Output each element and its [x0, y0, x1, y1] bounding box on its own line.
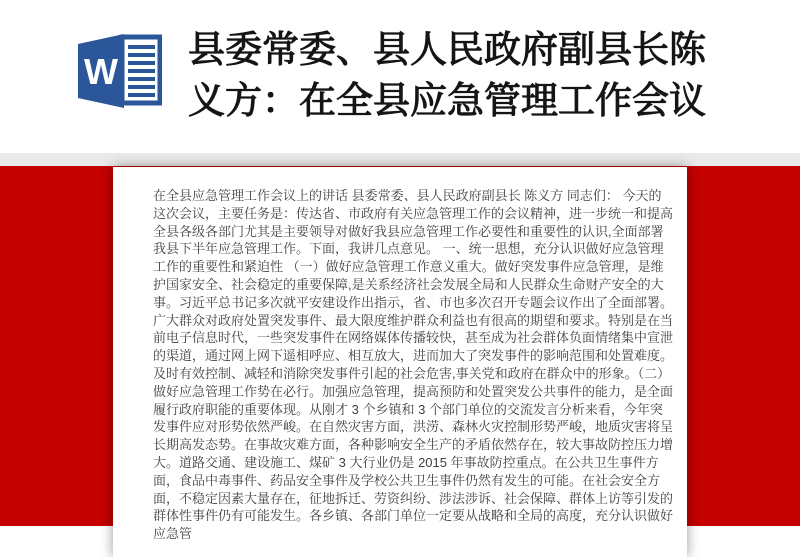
- document-body-text: 在全县应急管理工作会议上的讲话 县委常委、县人民政府副县长 陈义方 同志们： 今天的这次会议，主要任务是：传达省、市政府有关应急管理工作的会议精神，进一步统一和提高全县各级各部门尤其是主要领导对做好我县应急管理工作必要性和重要性的认识,全面部署我县下半年应急管理工作。下面，我讲几点意见。 一、统一思想，充分认识做好应急管理工作的重要性和紧迫性 （一）做好应急管理工作意义重大。做好突发事件应急管理，是维护国家安全、社会稳定的重要保障,是关系经济社会发展全局和人民群众生命财产安全的大事。习近平总书记多次就平安建设作出指示，省、市也多次召开专题会议作出了全面部署。广大群众对政府处置突发事件、最大限度维护群众利益也有很高的期望和要求。特别是在当前电子信息时代，一些突发事件在网络媒体传播较快，甚至成为社会群体负面情绪集中宣泄的渠道，通过网上网下遥相呼应、相互放大，进而加大了突发事件的影响范围和处置难度。及时有效控制、减轻和消除突发事件引起的社会危害,事关党和政府在群众中的形象。（二）做好应急管理工作势在必行。加强应急管理，提高预防和处置突发公共事件的能力，是全面履行政府职能的重要体现。从刚才 3 个乡镇和 3 个部门单位的交流发言分析来看，今年突发事件应对形势依然严峻。在自然灾害方面，洪涝、森林火灾控制形势严峻，地质灾害将呈长期高发态势。在事故灾难方面，各种影响安全生产的矛盾依然存在，较大事故防控压力增大。道路交通、建设施工、煤矿 3 大行业仍是 2015 年事故防控重点。在公共卫生事件方面，食品中毒事件、药品安全事件及学校公共卫生事件仍然有发生的可能。在社会安全方面，不稳定因素大量存在，征地拆迁、劳资纠纷、涉法涉诉、社会保障、群体上访等引发的群体性事件仍有可能发生。各乡镇、各部门单位一定要从战略和全局的高度，充分认识做好应急管: [153, 188, 674, 542]
- page-title-line-1: 县委常委、县人民政府副县长陈: [188, 29, 706, 70]
- document-page[interactable]: [113, 167, 687, 557]
- word-icon-letter: W: [84, 51, 118, 92]
- content-area: [0, 166, 800, 542]
- divider-strip: [0, 153, 800, 166]
- page-title-line-2: 义方：在全县应急管理工作会议: [188, 80, 706, 121]
- page-title: [188, 24, 728, 126]
- header: [0, 0, 800, 153]
- word-icon: [76, 31, 162, 111]
